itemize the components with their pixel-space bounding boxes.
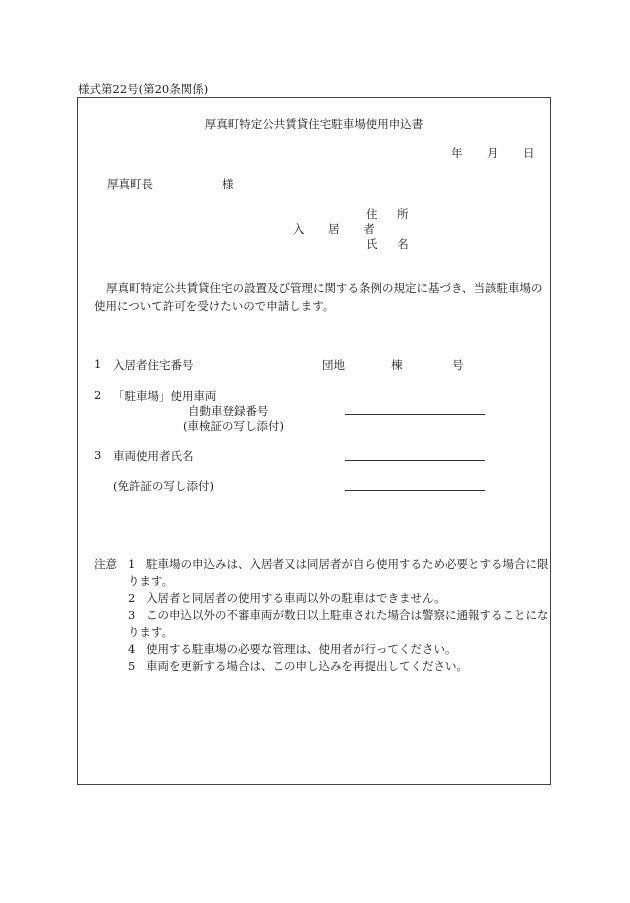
note-item-4 [128,641,550,658]
date-year-label: 年 [451,146,463,160]
item2-registration-label: 自動車登録番号 [188,404,269,418]
item1-label: 入居者住宅番号 [113,358,194,372]
note-item-1 [128,556,550,590]
form-frame [77,97,551,785]
note-text: この申込以外の不審車両が数日以上駐車された場合は警察に通報することになります。 [128,608,549,639]
registration-number-field[interactable] [345,414,485,415]
notes-heading: 注意 [94,557,117,571]
note-number: 3 [128,608,136,622]
applicant-address-label: 住 所 [366,207,417,221]
license-field[interactable] [345,490,485,491]
form-title: 厚真町特定公共賃貸住宅駐車場使用申込書 [204,117,424,131]
date-month-label: 月 [487,146,499,160]
form-number-label: 様式第22号(第20条関係) [78,82,209,96]
date-day-label: 日 [523,146,535,160]
item2-label: 「駐車場」使用車両 [113,389,217,403]
note-item-5 [128,658,550,675]
item1-number: 1 [94,357,102,371]
item3-number: 3 [94,448,102,462]
note-item-3 [128,607,550,641]
honorific: 様 [222,177,234,191]
note-text: 駐車場の申込みは、入居者又は同居者が自ら使用するため必要とする場合に限ります。 [128,557,549,588]
item1-mune-label: 棟 [391,358,403,372]
item3-label: 車両使用者氏名 [113,449,194,463]
note-number: 5 [128,659,136,673]
note-number: 2 [128,591,136,605]
item1-go-label: 号 [452,358,464,372]
item2-inspection-note: (車検証の写し添付) [183,419,284,433]
item3-license-note: (免許証の写し添付) [113,479,214,493]
note-number: 4 [128,642,136,656]
note-text: 使用する駐車場の必要な管理は、使用者が行ってください。 [146,642,457,656]
note-text: 入居者と同居者の使用する車両以外の駐車はできません。 [146,591,446,605]
vehicle-user-name-field[interactable] [345,460,485,461]
applicant-resident-label: 入 居 者 [293,222,385,236]
note-text: 車両を更新する場合は、この申し込みを再提出してください。 [146,659,468,673]
intro-paragraph: 厚真町特定公共賃貸住宅の設置及び管理に関する条例の規定に基づき、当該駐車場の使用について許可を受けたいので申請します。 [94,281,543,313]
applicant-name-label: 氏 名 [366,237,417,251]
note-number: 1 [128,557,136,571]
item1-danchi-label: 団地 [322,358,345,372]
addressee: 厚真町長 [107,177,153,191]
note-item-2 [128,590,550,607]
item2-number: 2 [94,388,102,402]
